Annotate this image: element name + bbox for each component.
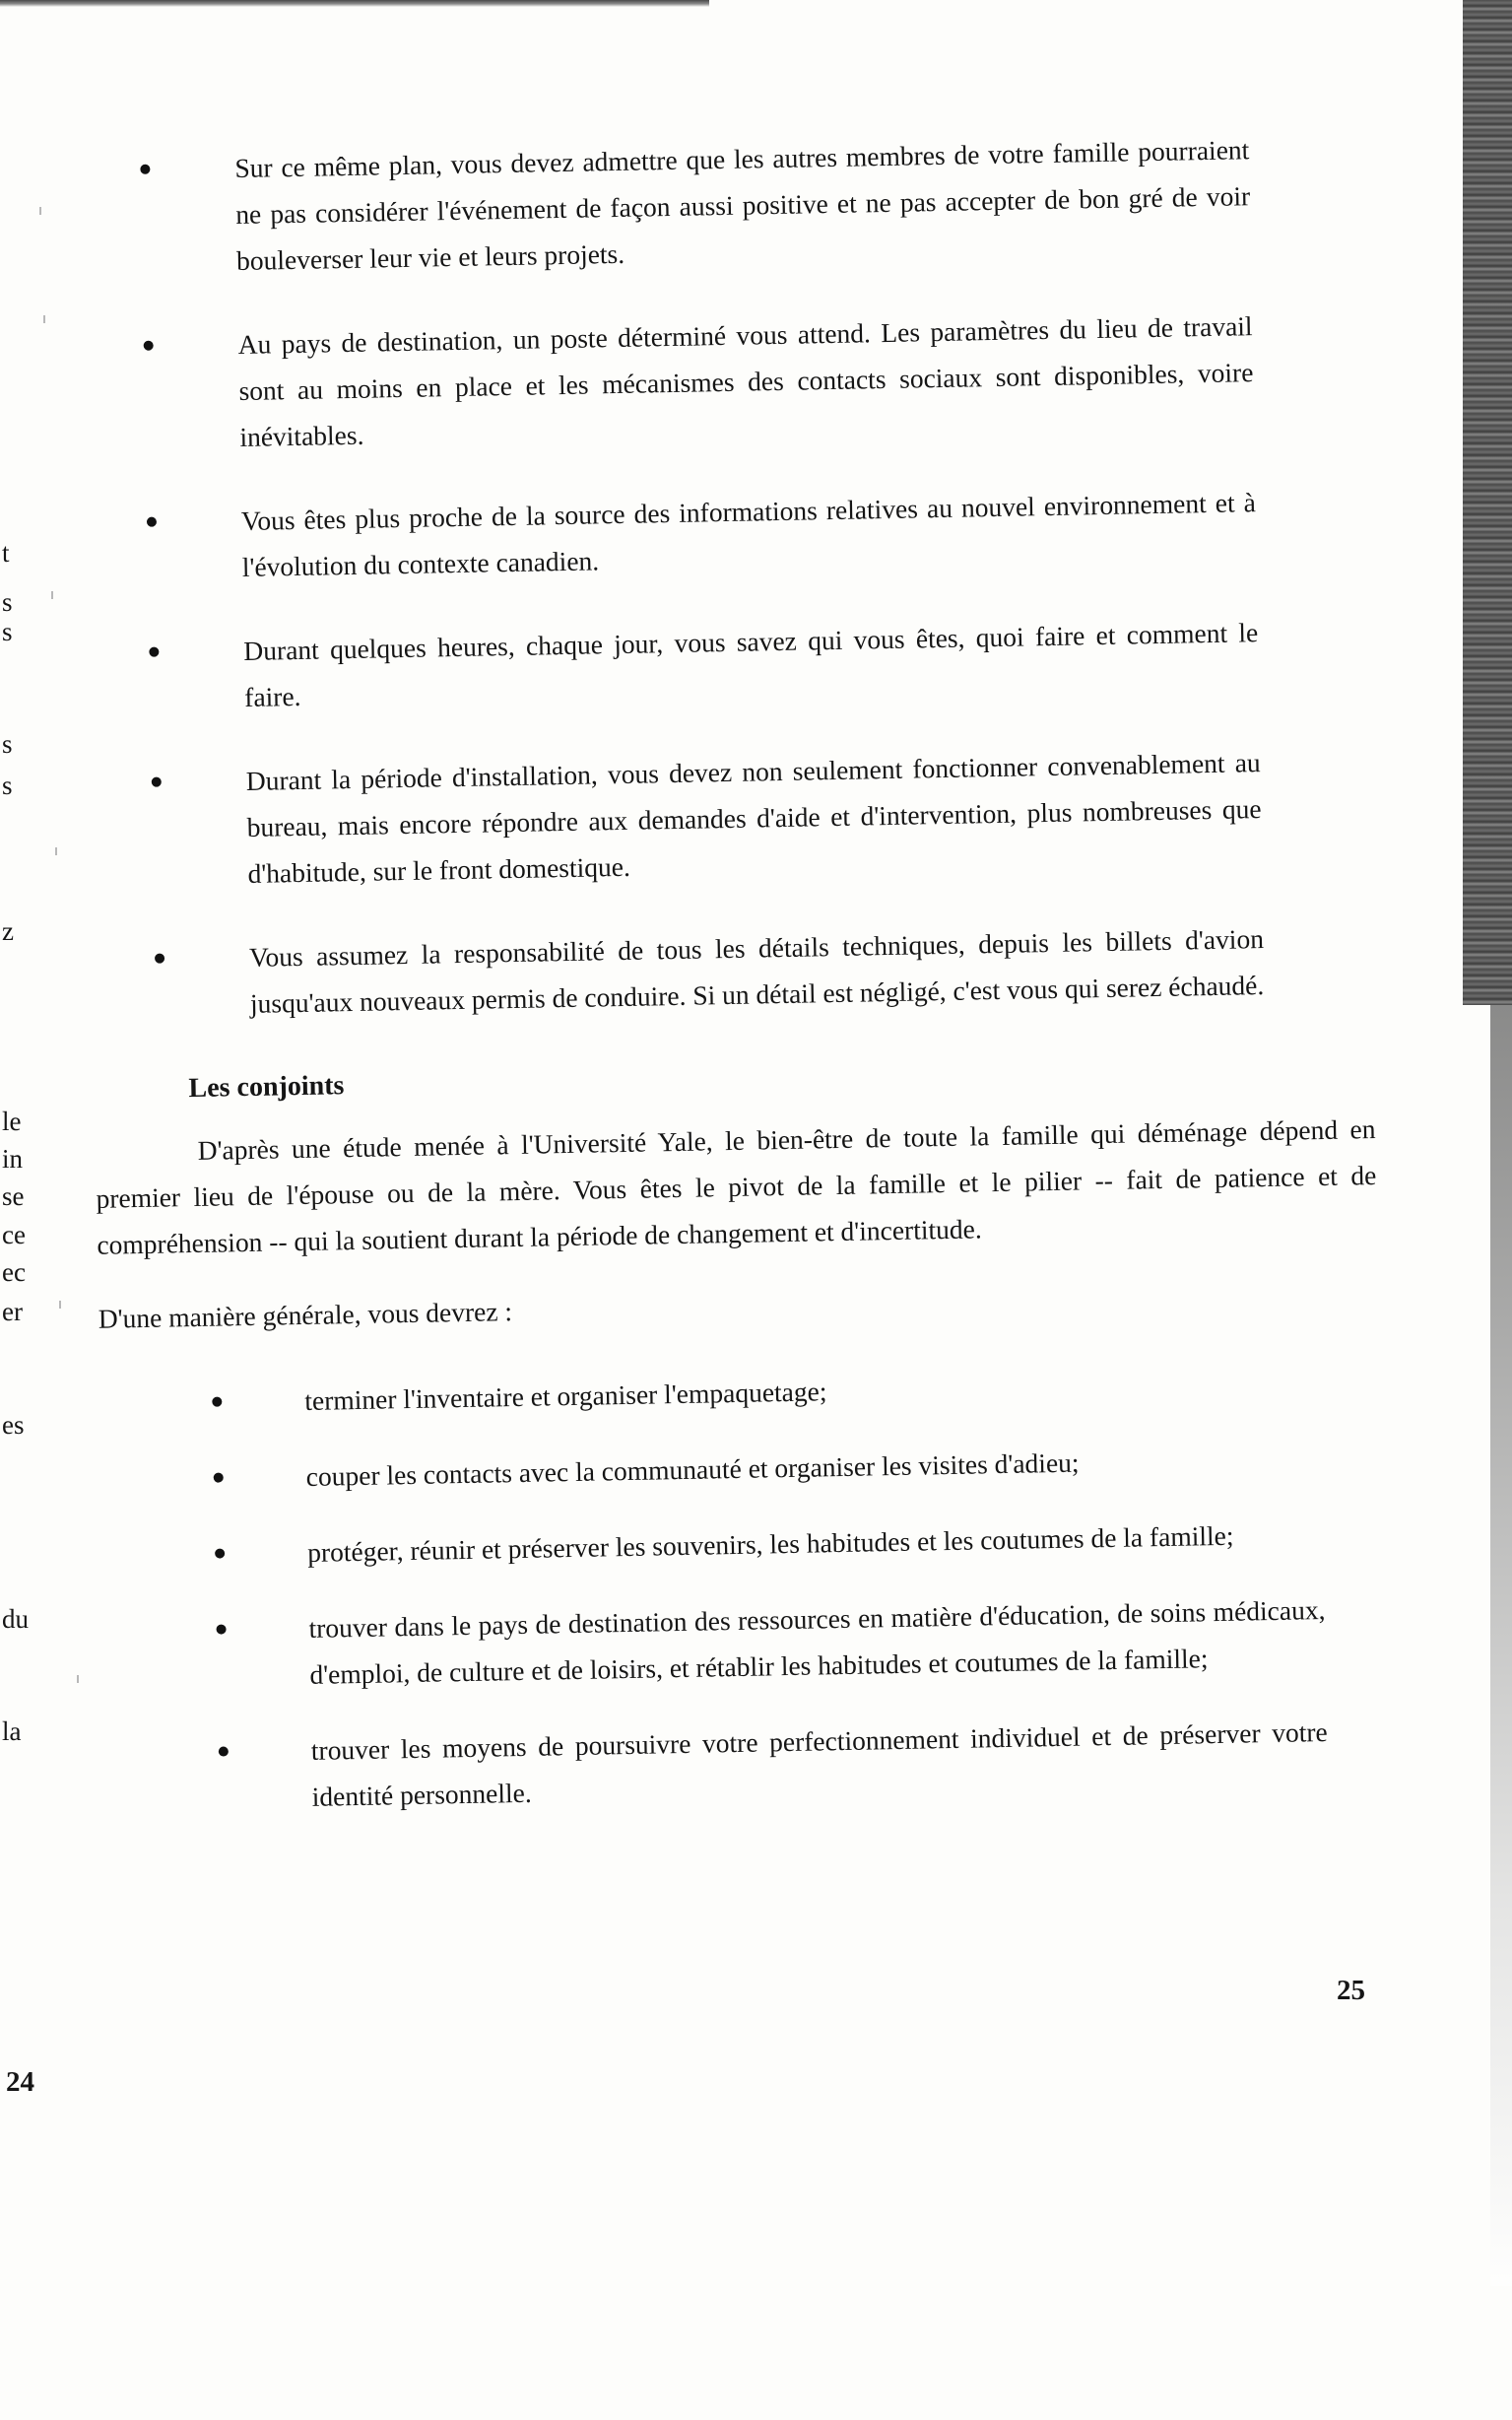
binding-shadow: [1463, 0, 1512, 1005]
text-column: [77, 124, 1417, 1853]
list-item-text: trouver les moyens de poursuivre votre perfectionnement individuel et de préserver votre identité personnelle.: [310, 1716, 1328, 1812]
list-item: [151, 915, 1266, 1029]
facing-page-fragment: ce: [2, 1220, 26, 1249]
facing-page-number: 24: [6, 2066, 34, 2098]
bullet-icon: [216, 1624, 226, 1634]
list-item: [147, 739, 1262, 899]
list-item-text: Vous êtes plus proche de la source des informations relatives au nouvel environnement et à l'évolution du contexte canadien.: [240, 487, 1257, 582]
list-item: [211, 1511, 1325, 1578]
list-item-text: Vous assumez la responsabilité de tous les détails techniques, depuis les billets d'avion jusqu'aux nouveaux permis de conduire. Si un détail est négligé, c'est vous qui serez échaudé.: [248, 923, 1265, 1019]
body-paragraph: D'après une étude menée à l'Université Yale, le bien-être de toute la famille qui déménage dépend en premier lieu de l'épouse ou de la mère. Vous êtes le pivot de la famille et le pilier -- fait de patience et de compréhension -- qui la soutient durant la période de changement et d'incertitude.: [96, 1113, 1377, 1260]
list-item-text: Durant quelques heures, chaque jour, vous savez qui vous êtes, quoi faire et comment le faire.: [243, 617, 1259, 712]
facing-page-fragment: la: [2, 1716, 22, 1746]
list-item-text: Sur ce même plan, vous devez admettre que les autres membres de votre famille pourraient ne pas considérer l'événement de façon aussi positive et ne pas accepter de bon gré de voir bouleverser leur vie et leurs projets.: [234, 134, 1251, 277]
bullet-icon: [219, 1746, 229, 1756]
bullet-list-bottom: [208, 1359, 1329, 1822]
bullet-icon: [215, 1548, 225, 1558]
list-item: [136, 126, 1251, 286]
bullet-icon: [140, 165, 150, 174]
list-item: [209, 1435, 1323, 1502]
bullet-list-top: [136, 126, 1265, 1029]
bullet-icon: [155, 954, 164, 964]
scan-edge-top: [0, 0, 709, 7]
list-item: [145, 609, 1260, 722]
facing-page-fragment: er: [2, 1297, 23, 1326]
section-heading: Les conjoints: [188, 1070, 345, 1105]
list-item-text: Durant la période d'installation, vous devez non seulement fonctionner convenablement au bureau, mais encore répondre aux demandes d'aide et d'intervention, plus nombreuses que d'habitude, sur le front domestique.: [245, 747, 1262, 889]
facing-page-fragment: ec: [2, 1257, 26, 1287]
list-item: [143, 479, 1258, 592]
list-item-text: terminer l'inventaire et organiser l'empaquetage;: [304, 1376, 827, 1416]
facing-page-fragment: du: [2, 1604, 29, 1634]
list-item: [214, 1709, 1329, 1822]
scan-speck: [51, 591, 53, 599]
scan-speck: [43, 315, 45, 323]
scan-speck: [55, 847, 57, 855]
scan-speck: [77, 1675, 79, 1683]
scan-speck: [39, 207, 41, 215]
facing-page-fragment: z: [2, 916, 14, 946]
facing-page-fragment: es: [2, 1410, 25, 1440]
page-number: 25: [1337, 1975, 1365, 2006]
scan-speck: [59, 1301, 61, 1309]
facing-page-fragment: le: [2, 1107, 22, 1136]
facing-page-fragment: in: [2, 1144, 24, 1174]
binding-shadow-lower: [1490, 1005, 1512, 2286]
list-item-text: protéger, réunir et préserver les souvenirs, les habitudes et les coutumes de la famille;: [306, 1519, 1234, 1568]
facing-page-fragment: s: [2, 587, 13, 617]
lead-in-text: D'une manière générale, vous devrez :: [98, 1296, 513, 1334]
facing-page-fragment: s: [2, 771, 13, 800]
bullet-icon: [149, 647, 159, 657]
facing-page-fragment: s: [2, 617, 13, 646]
bullet-icon: [214, 1473, 224, 1483]
list-item: [212, 1586, 1327, 1700]
list-item: [139, 302, 1254, 462]
bullet-icon: [152, 777, 162, 787]
bullet-icon: [212, 1397, 222, 1407]
list-item-text: couper les contacts avec la communauté et organiser les visites d'adieu;: [305, 1446, 1080, 1492]
list-item-text: trouver dans le pays de destination des ressources en matière d'éducation, de soins médicaux, d'emploi, de culture et de loisirs, et rétablir les habitudes et coutumes de la famille;: [308, 1594, 1326, 1690]
facing-page-fragment: se: [2, 1181, 25, 1211]
list-item-text: Au pays de destination, un poste déterminé vous attend. Les paramètres du lieu de travail sont au moins en place et les mécanismes des contacts sociaux sont disponibles, voire inévitables.: [237, 310, 1254, 453]
facing-page-fragment: s: [2, 729, 13, 759]
bullet-icon: [147, 517, 157, 527]
facing-page-fragment: t: [2, 538, 10, 568]
bullet-icon: [144, 341, 154, 351]
list-item: [208, 1359, 1322, 1426]
